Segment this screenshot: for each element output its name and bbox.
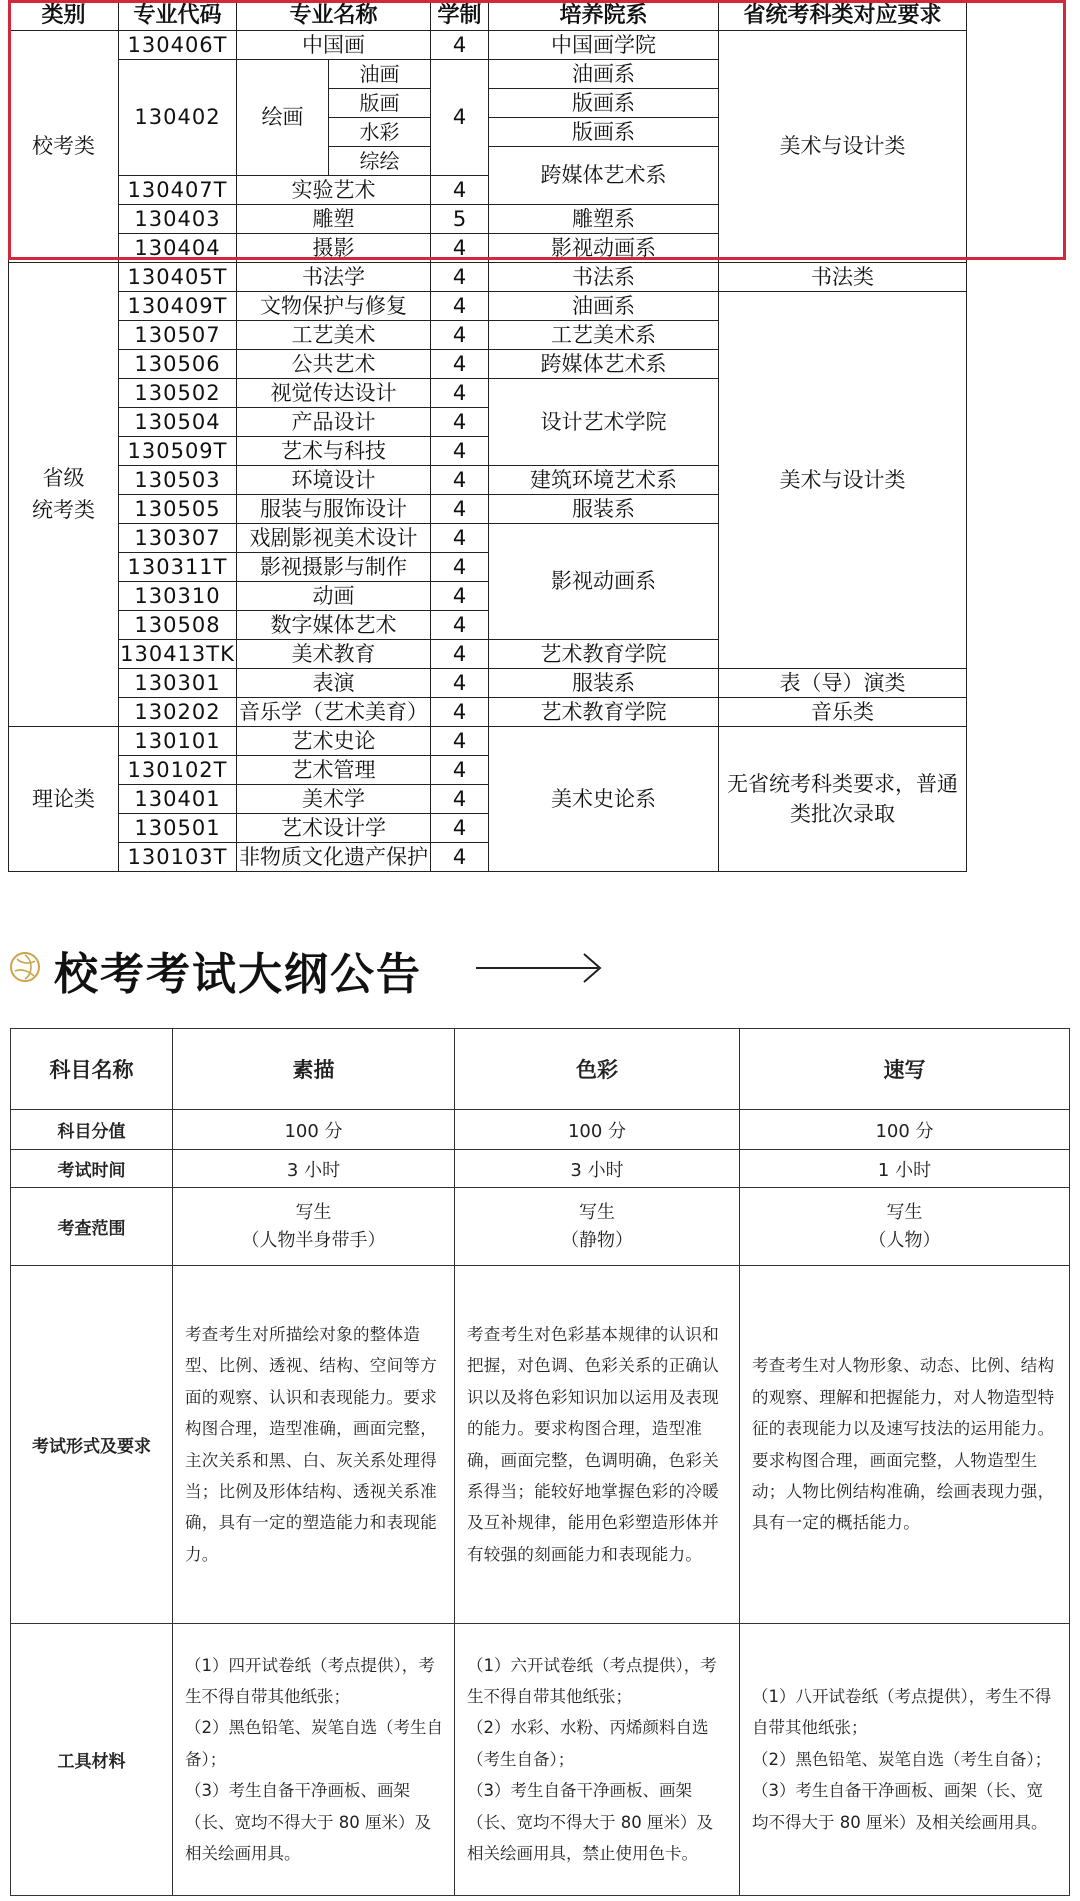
form-text: 考查考生对色彩基本规律的认识和把握，对色调、色彩关系的正确认识以及将色彩知识加以运用及表现的能力。要求构图合理，造型准确，画面完整，色调明确，色彩关系得当；能较好地掌握色彩的冷暖及互补规律，能用色彩塑造形体并有较强的刻画能力和表现能力。 bbox=[455, 1266, 740, 1624]
major-years: 4 bbox=[431, 292, 489, 321]
major-row bbox=[9, 727, 967, 756]
tools-item: （2）水彩、水粉、丙烯颜料自选（考生自备）； bbox=[467, 1718, 709, 1769]
scope-value bbox=[455, 1188, 740, 1266]
major-code: 130301 bbox=[119, 669, 237, 698]
tools-item: （1）四开试卷纸（考点提供），考生不得自带其他纸张； bbox=[185, 1655, 435, 1707]
major-name: 公共艺术 bbox=[237, 350, 431, 379]
requirement-cell: 书法类 bbox=[719, 263, 967, 292]
scope-value bbox=[740, 1188, 1070, 1266]
major-name: 艺术与科技 bbox=[237, 437, 431, 466]
major-code: 130310 bbox=[119, 582, 237, 611]
major-department: 中国画学院 bbox=[489, 31, 719, 60]
tools-item: （1）六开试卷纸（考点提供），考生不得自带其他纸张； bbox=[467, 1655, 717, 1707]
duration-value: 3 小时 bbox=[173, 1150, 455, 1188]
major-code: 130403 bbox=[119, 205, 237, 234]
major-code: 130505 bbox=[119, 495, 237, 524]
major-department: 艺术教育学院 bbox=[489, 640, 719, 669]
major-name: 视觉传达设计 bbox=[237, 379, 431, 408]
tools-item: （3）考生自备干净画板、画架（长、宽均不得大于 80 厘米）及相关绘画用具，禁止使用色卡。 bbox=[467, 1781, 713, 1863]
major-code: 130102T bbox=[119, 756, 237, 785]
scope-line: 写生 bbox=[886, 1201, 923, 1223]
category-provincial: 省级 统考类 bbox=[9, 263, 119, 727]
major-years: 4 bbox=[431, 466, 489, 495]
score-label: 科目分值 bbox=[11, 1110, 173, 1150]
major-code: 130409T bbox=[119, 292, 237, 321]
tools-item: （2）黑色铅笔、炭笔自选（考生自备）； bbox=[185, 1718, 443, 1769]
swirl-logo-icon bbox=[8, 950, 42, 984]
major-row bbox=[9, 698, 967, 727]
header-department: 培养院系 bbox=[489, 1, 719, 31]
header-years: 学制 bbox=[431, 1, 489, 31]
requirement-cell: 美术与设计类 bbox=[719, 292, 967, 669]
header-category: 类别 bbox=[9, 1, 119, 31]
major-name: 影视摄影与制作 bbox=[237, 553, 431, 582]
major-code: 130413TK bbox=[119, 640, 237, 669]
major-code: 130504 bbox=[119, 408, 237, 437]
major-years: 4 bbox=[431, 495, 489, 524]
major-code: 130402 bbox=[119, 60, 237, 176]
requirement-cell: 无省统考科类要求，普通类批次录取 bbox=[719, 727, 967, 872]
major-department: 建筑环境艺术系 bbox=[489, 466, 719, 495]
major-name: 产品设计 bbox=[237, 408, 431, 437]
form-row bbox=[11, 1266, 1070, 1624]
duration-row bbox=[11, 1150, 1070, 1188]
painting-sub: 水彩 bbox=[329, 118, 431, 147]
requirement-cell: 美术与设计类 bbox=[719, 31, 967, 263]
major-code: 130307 bbox=[119, 524, 237, 553]
major-name: 非物质文化遗产保护 bbox=[237, 843, 431, 872]
painting-sub: 综绘 bbox=[329, 147, 431, 176]
major-code: 130101 bbox=[119, 727, 237, 756]
major-name: 工艺美术 bbox=[237, 321, 431, 350]
major-years: 4 bbox=[431, 553, 489, 582]
exam-header-cell: 科目名称 bbox=[11, 1029, 173, 1110]
major-department: 服装系 bbox=[489, 495, 719, 524]
tools-row bbox=[11, 1624, 1070, 1896]
section-heading bbox=[8, 918, 708, 1008]
major-years: 4 bbox=[431, 350, 489, 379]
major-name: 服装与服饰设计 bbox=[237, 495, 431, 524]
major-name: 文物保护与修复 bbox=[237, 292, 431, 321]
major-years: 4 bbox=[431, 234, 489, 263]
major-name: 音乐学（艺术美育） bbox=[237, 698, 431, 727]
exam-header-cell: 色彩 bbox=[455, 1029, 740, 1110]
major-department: 影视动画系 bbox=[489, 524, 719, 640]
major-code: 130202 bbox=[119, 698, 237, 727]
major-department: 油画系 bbox=[489, 292, 719, 321]
major-code: 130407T bbox=[119, 176, 237, 205]
major-years: 4 bbox=[431, 379, 489, 408]
form-text: 考查考生对所描绘对象的整体造型、比例、透视、结构、空间等方面的观察、认识和表现能力。要求构图合理，造型准确，画面完整，主次关系和黑、白、灰关系处理得当；比例及形体结构、透视关系准确，具有一定的塑造能力和表现能力。 bbox=[173, 1266, 455, 1624]
major-years: 4 bbox=[431, 408, 489, 437]
major-row bbox=[9, 263, 967, 292]
major-years: 4 bbox=[431, 263, 489, 292]
header-name: 专业名称 bbox=[237, 1, 431, 31]
form-text: 考查考生对人物形象、动态、比例、结构的观察、理解和把握能力，对人物造型特征的表现能力以及速写技法的运用能力。要求构图合理，画面完整，人物造型生动；人物比例结构准确，绘画表现力强，具有一定的概括能力。 bbox=[740, 1266, 1070, 1624]
header-requirement: 省统考科类对应要求 bbox=[719, 1, 967, 31]
major-department: 影视动画系 bbox=[489, 234, 719, 263]
tools-item: （1）八开试卷纸（考点提供），考生不得自带其他纸张； bbox=[752, 1687, 1052, 1738]
major-row bbox=[9, 669, 967, 698]
scope-row bbox=[11, 1188, 1070, 1266]
major-name: 环境设计 bbox=[237, 466, 431, 495]
score-value: 100 分 bbox=[740, 1110, 1070, 1150]
major-name: 表演 bbox=[237, 669, 431, 698]
painting-sub: 版画 bbox=[329, 89, 431, 118]
major-department: 跨媒体艺术系 bbox=[489, 147, 719, 205]
major-department: 书法系 bbox=[489, 263, 719, 292]
major-name: 摄影 bbox=[237, 234, 431, 263]
major-name: 戏剧影视美术设计 bbox=[237, 524, 431, 553]
major-years: 4 bbox=[431, 756, 489, 785]
tools-label: 工具材料 bbox=[11, 1624, 173, 1896]
major-name: 中国画 bbox=[237, 31, 431, 60]
major-years: 4 bbox=[431, 176, 489, 205]
major-code: 130404 bbox=[119, 234, 237, 263]
major-department: 设计艺术学院 bbox=[489, 379, 719, 466]
major-years: 4 bbox=[431, 669, 489, 698]
exam-header-cell: 素描 bbox=[173, 1029, 455, 1110]
major-years: 4 bbox=[431, 582, 489, 611]
scope-line: （静物） bbox=[561, 1229, 633, 1251]
exam-outline-table bbox=[10, 1028, 1070, 1896]
major-department: 跨媒体艺术系 bbox=[489, 350, 719, 379]
major-department: 版画系 bbox=[489, 89, 719, 118]
major-name: 实验艺术 bbox=[237, 176, 431, 205]
tools-item: （2）黑色铅笔、炭笔自选（考生自备）； bbox=[752, 1749, 1052, 1769]
scope-label: 考查范围 bbox=[11, 1188, 173, 1266]
major-name: 书法学 bbox=[237, 263, 431, 292]
major-department: 工艺美术系 bbox=[489, 321, 719, 350]
requirement-cell: 音乐类 bbox=[719, 698, 967, 727]
major-row bbox=[9, 292, 967, 321]
major-years: 4 bbox=[431, 31, 489, 60]
major-years: 4 bbox=[431, 843, 489, 872]
tools-item: （3）考生自备干净画板、画架（长、宽均不得大于 80 厘米）及相关绘画用具。 bbox=[185, 1781, 431, 1863]
major-years: 4 bbox=[431, 60, 489, 176]
major-code: 130405T bbox=[119, 263, 237, 292]
major-name: 动画 bbox=[237, 582, 431, 611]
major-years: 4 bbox=[431, 437, 489, 466]
major-code: 130508 bbox=[119, 611, 237, 640]
duration-value: 1 小时 bbox=[740, 1150, 1070, 1188]
major-code: 130501 bbox=[119, 814, 237, 843]
duration-label: 考试时间 bbox=[11, 1150, 173, 1188]
scope-line: 写生 bbox=[579, 1201, 615, 1223]
score-value: 100 分 bbox=[173, 1110, 455, 1150]
tools-text bbox=[455, 1624, 740, 1896]
major-department: 雕塑系 bbox=[489, 205, 719, 234]
category-theory: 理论类 bbox=[9, 727, 119, 872]
major-code: 130507 bbox=[119, 321, 237, 350]
major-years: 4 bbox=[431, 640, 489, 669]
major-code: 130502 bbox=[119, 379, 237, 408]
exam-header-row bbox=[11, 1029, 1070, 1110]
major-row bbox=[9, 31, 967, 60]
major-department: 艺术教育学院 bbox=[489, 698, 719, 727]
major-code: 130503 bbox=[119, 466, 237, 495]
scope-line: （人物） bbox=[868, 1229, 941, 1251]
majors-header-row bbox=[9, 1, 967, 31]
score-value: 100 分 bbox=[455, 1110, 740, 1150]
major-code: 130311T bbox=[119, 553, 237, 582]
major-department: 油画系 bbox=[489, 60, 719, 89]
tools-text bbox=[740, 1624, 1070, 1896]
major-department: 版画系 bbox=[489, 118, 719, 147]
major-name: 雕塑 bbox=[237, 205, 431, 234]
major-code: 130406T bbox=[119, 31, 237, 60]
major-name: 数字媒体艺术 bbox=[237, 611, 431, 640]
section-title: 校考考试大纲公告 bbox=[54, 949, 422, 1000]
exam-header-cell: 速写 bbox=[740, 1029, 1070, 1110]
scope-line: （人物半身带手） bbox=[241, 1229, 386, 1251]
major-name: 艺术管理 bbox=[237, 756, 431, 785]
major-years: 4 bbox=[431, 785, 489, 814]
tools-item: （3）考生自备干净画板、画架（长、宽均不得大于 80 厘米）及相关绘画用具。 bbox=[752, 1781, 1048, 1832]
major-name: 美术教育 bbox=[237, 640, 431, 669]
major-code: 130509T bbox=[119, 437, 237, 466]
scope-value bbox=[173, 1188, 455, 1266]
major-code: 130401 bbox=[119, 785, 237, 814]
major-name: 艺术设计学 bbox=[237, 814, 431, 843]
duration-value: 3 小时 bbox=[455, 1150, 740, 1188]
category-school-exam: 校考类 bbox=[9, 31, 119, 263]
major-code: 130506 bbox=[119, 350, 237, 379]
major-years: 4 bbox=[431, 727, 489, 756]
major-years: 4 bbox=[431, 524, 489, 553]
major-years: 4 bbox=[431, 611, 489, 640]
major-code: 130103T bbox=[119, 843, 237, 872]
score-row bbox=[11, 1110, 1070, 1150]
tools-text bbox=[173, 1624, 455, 1896]
majors-table bbox=[8, 0, 967, 872]
major-name: 绘画 bbox=[237, 60, 329, 176]
major-years: 4 bbox=[431, 814, 489, 843]
right-arrow-icon bbox=[474, 948, 604, 988]
major-years: 5 bbox=[431, 205, 489, 234]
major-department: 服装系 bbox=[489, 669, 719, 698]
major-name: 美术学 bbox=[237, 785, 431, 814]
major-department: 美术史论系 bbox=[489, 727, 719, 872]
major-years: 4 bbox=[431, 698, 489, 727]
scope-line: 写生 bbox=[295, 1201, 332, 1223]
header-code: 专业代码 bbox=[119, 1, 237, 31]
major-years: 4 bbox=[431, 321, 489, 350]
major-name: 艺术史论 bbox=[237, 727, 431, 756]
requirement-cell: 表（导）演类 bbox=[719, 669, 967, 698]
painting-sub: 油画 bbox=[329, 60, 431, 89]
form-label: 考试形式及要求 bbox=[11, 1266, 173, 1624]
